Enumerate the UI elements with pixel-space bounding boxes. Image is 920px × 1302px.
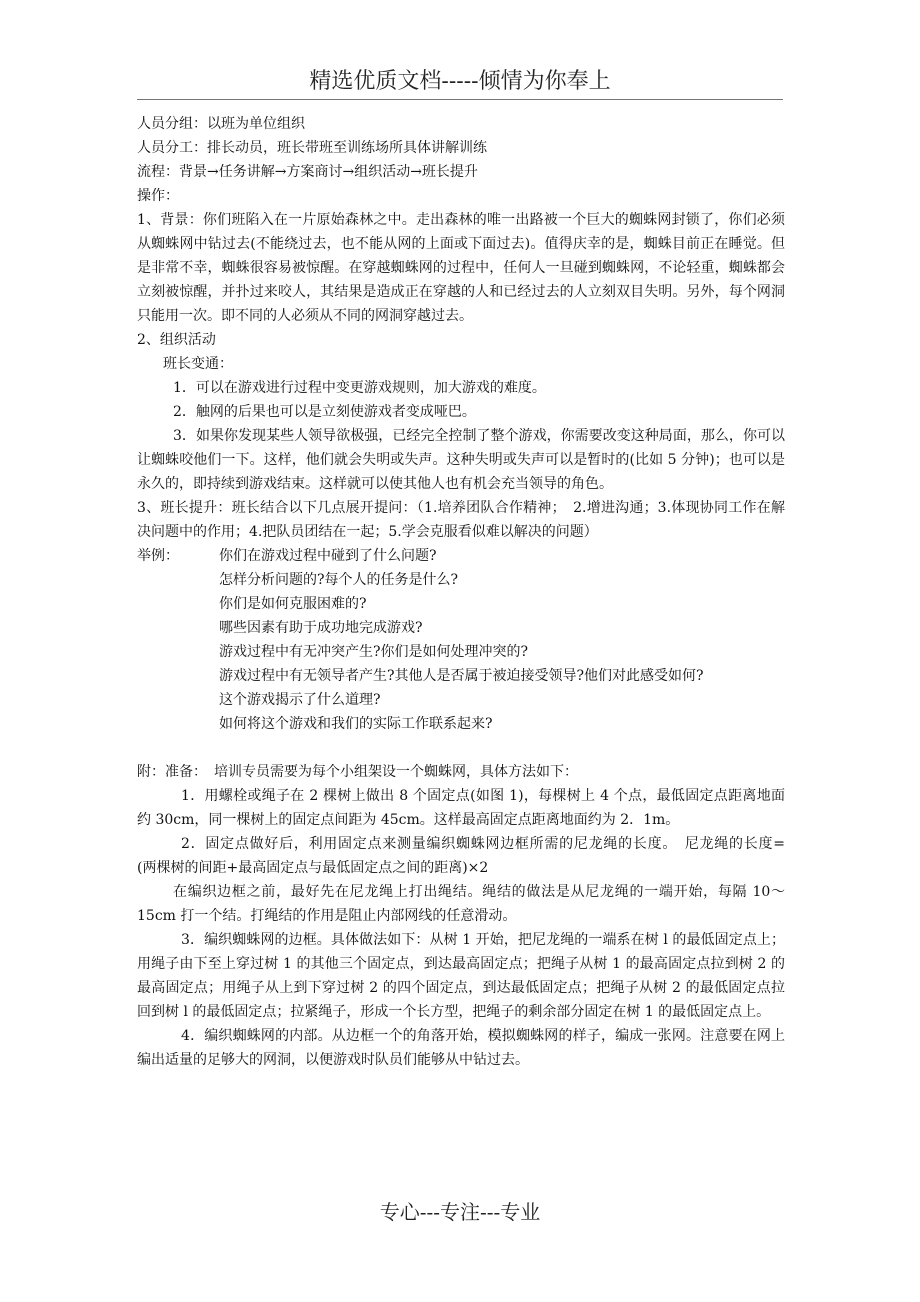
flow-line: 流程：背景→任务讲解→方案商讨→组织活动→班长提升 (137, 164, 478, 180)
document-body (137, 112, 799, 1072)
example-question: 如何将这个游戏和我们的实际工作联系起来? (219, 716, 493, 732)
example-question: 游戏过程中有无冲突产生?你们是如何处理冲突的? (219, 644, 529, 660)
section-gap (137, 736, 785, 760)
operations-heading: 操作： (137, 188, 179, 204)
examples-label: 举例： (137, 548, 179, 564)
upgrade-paragraph: 3、班长提升：班长结合以下几点展开提问：（1.培养团队合作精神； 2.增进沟通；3.体现协同工作在解决问题中的作用；4.把队员团结在一起；5.学会克服看似难以解决的问题） (137, 500, 785, 540)
variation-item: 3．如果你发现某些人领导欲极强，已经完全控制了整个游戏，你需要改变这种局面，那么，你可以让蜘蛛咬他们一下。这样，他们就会失明或失声。这种失明或失声可以是暂时的(比如 5 分钟)；也可以是永久的，即持续到游戏结束。这样就可以使其他人也有机会充当领导的角色。 (137, 428, 785, 492)
example-question: 哪些因素有助于成功地完成游戏? (219, 620, 423, 636)
page-header: 精选优质文档-----倾情为你奉上 (137, 64, 783, 100)
appendix-step: 3．编织蜘蛛网的边框。具体做法如下：从树 1 开始，把尼龙绳的一端系在树 l 的最低固定点上；用绳子由下至上穿过树 1 的其他三个固定点，到达最高固定点；把绳子从树 1 的最高固定点拉到树 2 的最高固定点；用绳子从上到下穿过树 2 的四个固定点，到达最低固定点；把绳子从树 2 的最低固定点拉回到树 l 的最低固定点；拉紧绳子，形成一个长方型，把绳子的剩余部分固定在树 1 的最低固定点上。 (137, 932, 785, 1020)
example-question: 你们是如何克服困难的? (219, 596, 367, 612)
examples-section (137, 544, 785, 736)
variations-title: 班长变通： (163, 356, 233, 372)
background-paragraph: 1、背景：你们班陷入在一片原始森林之中。走出森林的唯一出路被一个巨大的蜘蛛网封锁了，你们必须从蜘蛛网中钻过去(不能绕过去，也不能从网的上面或下面过去)。值得庆幸的是，蜘蛛目前正在睡觉。但是非常不幸，蜘蛛很容易被惊醒。在穿越蜘蛛网的过程中，任何人一旦碰到蜘蛛网，不论轻重，蜘蛛都会立刻被惊醒，并扑过来咬人，其结果是造成正在穿越的人和已经过去的人立刻双目失明。另外，每个网洞只能用一次。即不同的人必须从不同的网洞穿越过去。 (137, 212, 785, 324)
example-question: 你们在游戏过程中碰到了什么问题? (219, 548, 437, 564)
variation-item: 2．触网的后果也可以是立刻使游戏者变成哑巴。 (173, 404, 476, 420)
page-footer: 专心---专注---专业 (379, 1200, 541, 1224)
roles-line: 人员分工：排长动员，班长带班至训练场所具体讲解训练 (137, 140, 487, 156)
grouping-line: 人员分组：以班为单位组织 (137, 116, 305, 132)
example-question: 怎样分析问题的?每个人的任务是什么? (219, 572, 459, 588)
appendix-step: 4．编织蜘蛛网的内部。从边框一个的角落开始，模拟蜘蛛网的样子，编成一张网。注意要在网上编出适量的足够大的网洞，以便游戏时队员们能够从中钻过去。 (137, 1028, 785, 1068)
appendix-step: 2．固定点做好后，利用固定点来测量编织蜘蛛网边框所需的尼龙绳的长度。 尼龙绳的长度= (两棵树的间距+最高固定点与最低固定点之间的距离)×2 (137, 836, 799, 876)
example-question: 这个游戏揭示了什么道理? (219, 692, 381, 708)
appendix-step-note: 在编织边框之前，最好先在尼龙绳上打出绳结。绳结的做法是从尼龙绳的一端开始，每隔 10～15cm 打一个结。打绳结的作用是阻止内部网线的任意滑动。 (137, 884, 785, 924)
appendix-step: 1．用螺栓或绳子在 2 棵树上做出 8 个固定点(如图 1)，每棵树上 4 个点，最低固定点距离地面约 30cm，同一棵树上的固定点间距为 45cm。这样最高固定点距离地面约为 2．1m。 (137, 788, 785, 828)
example-question: 游戏过程中有无领导者产生?其他人是否属于被迫接受领导?他们对此感受如何? (219, 668, 704, 684)
organize-heading: 2、组织活动 (137, 332, 216, 348)
appendix-intro: 附：准备： 培训专员需要为每个小组架设一个蜘蛛网，具体方法如下： (137, 764, 578, 780)
variation-item: 1．可以在游戏进行过程中变更游戏规则，加大游戏的难度。 (173, 380, 546, 396)
examples-list (219, 544, 785, 736)
